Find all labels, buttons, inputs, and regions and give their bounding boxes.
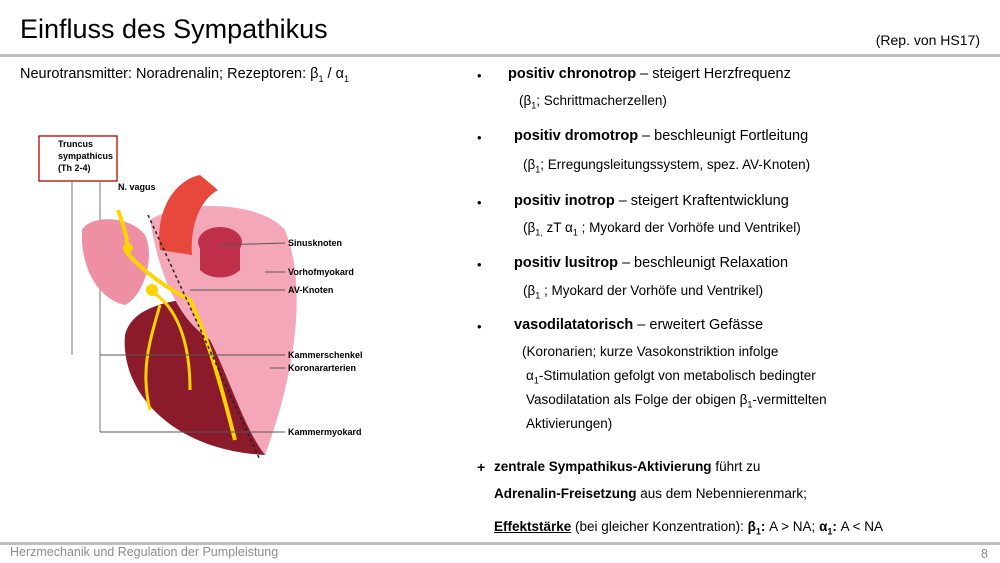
neurotransmitter-line: Neurotransmitter: Noradrenalin; Rezeptoren: $\beta_1 / \alpha_1$: [20, 66, 349, 84]
bullet-chronotrop-detail: ($\beta_1$; Schrittmacherzellen): [519, 93, 667, 111]
bullet-lusitrop-detail: ($\beta_1$ ; Myokard der Vorhöfe und Ventrikel): [523, 283, 764, 301]
label-av-knoten: AV-Knoten: [288, 285, 334, 295]
central-activation-line2: Adrenalin-Freisetzung aus dem Nebennierenmark;: [494, 486, 807, 501]
bullet-dot: •: [477, 195, 482, 210]
label-sinusknoten: Sinusknoten: [288, 238, 343, 248]
vaso-detail-2: $\alpha_1$-Stimulation gefolgt von metabolisch bedingter: [526, 368, 816, 386]
top-divider: [0, 54, 1000, 57]
central-activation-line1: zentrale Sympathikus-Aktivierung führt zu: [494, 459, 761, 474]
bullet-vasodilatatorisch: vasodilatatorisch – erweitert Gefässe: [514, 317, 764, 333]
bullet-lusitrop: positiv lusitrop – beschleunigt Relaxation: [514, 255, 789, 271]
bullet-dromotrop-detail: ($\beta_1$; Erregungsleitungssystem, spez. AV-Knoten): [523, 157, 811, 175]
bullet-inotrop: positiv inotrop – steigert Kraftentwicklung: [514, 193, 789, 209]
truncus-label-1: Truncus: [58, 139, 94, 149]
bullet-inotrop-detail: ($\beta_{1,}$ zT $\alpha_1$ ; Myokard der Vorhöfe und Ventrikel): [523, 220, 801, 238]
av-node: [146, 284, 158, 296]
right-atrium: [82, 219, 149, 305]
plus-sign: +: [477, 459, 486, 475]
heart-diagram: [30, 130, 370, 460]
page-title: Einfluss des Sympathikus: [20, 14, 328, 44]
sinus-node: [123, 243, 133, 253]
bullet-dot: •: [477, 319, 482, 334]
page-number: 8: [981, 547, 988, 561]
truncus-label-2: sympathicus: [58, 151, 114, 161]
bullet-dot: •: [477, 68, 482, 83]
bullet-dromotrop: positiv dromotrop – beschleunigt Fortleitung: [514, 128, 809, 144]
rep-note: (Rep. von HS17): [875, 32, 980, 48]
footer-title: Herzmechanik und Regulation der Pumpleistung: [10, 545, 279, 559]
vaso-detail-3: Vasodilatation als Folge der obigen $\beta_1$-vermittelten: [526, 392, 827, 410]
vaso-detail-1: (Koronarien; kurze Vasokonstriktion infolge: [522, 344, 779, 359]
effect-strength-line: Effektstärke (bei gleicher Konzentration): $\beta_1$: A > NA; $\alpha_1$: A < NA: [494, 519, 884, 537]
label-kammerschenkel: Kammerschenkel: [288, 350, 363, 360]
label-kammermyokard: Kammermyokard: [288, 427, 362, 437]
truncus-label-3: (Th 2-4): [58, 163, 91, 173]
label-koronararterien: Koronararterien: [288, 363, 357, 373]
bullet-chronotrop: positiv chronotrop – steigert Herzfrequenz: [508, 66, 791, 82]
bullet-dot: •: [477, 130, 482, 145]
vaso-detail-4: Aktivierungen): [526, 416, 613, 431]
bullet-dot: •: [477, 257, 482, 272]
label-vorhofmyokard: Vorhofmyokard: [288, 267, 354, 277]
vagus-label: N. vagus: [118, 182, 156, 192]
